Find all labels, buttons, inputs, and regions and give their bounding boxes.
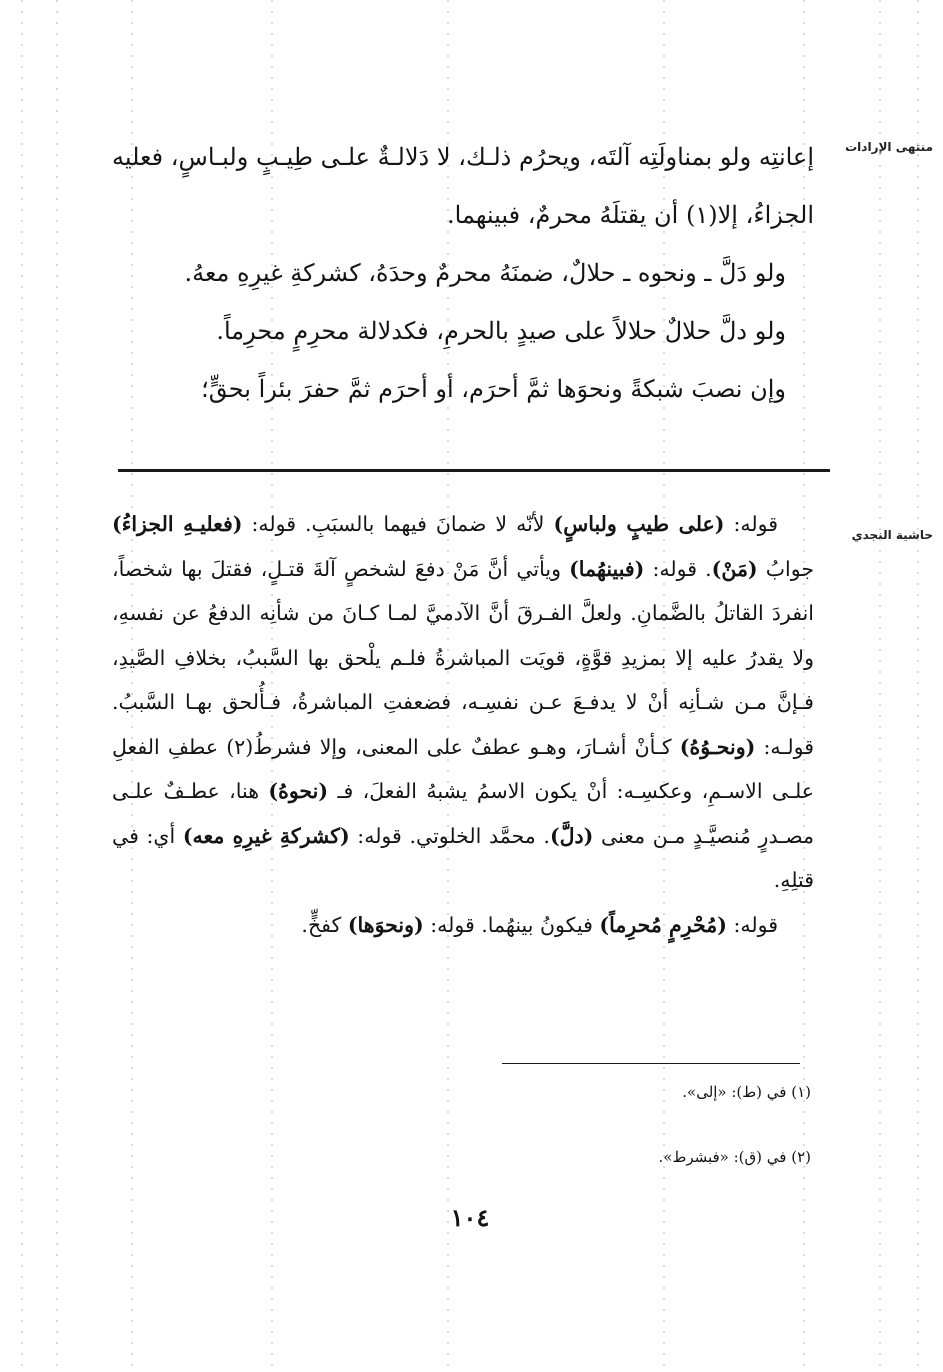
- commentary-lemma: (على طيبٍ ولباسٍ): [553, 512, 725, 536]
- commentary-text: فيكونُ بينهُما. قوله:: [423, 912, 600, 937]
- main-paragraph-1: إعانتِه ولو بمناولَتِه آلتَه، ويحرُم ذلـك، لا دَلالـةٌ علـى طِيـبٍ ولبـاسٍ، فعليه الجزاءُ، إلا(١) أن يقتلَهُ محرمٌ، فبينهما.: [112, 143, 814, 229]
- main-commentary-divider: [118, 469, 830, 472]
- commentary-text: قوله:: [726, 912, 778, 937]
- commentary-text: ويأتي أنَّ مَنْ دفعَ لشخصٍ آلةَ قتـلٍ، فقتلَ بها شخصاً، انفردَ القاتلُ بالضَّمانِ. ولعلَّ الفـرقَ أنَّ الآدميَّ لمـا كـانَ من شأنِه الدفعُ عن نفسهِ، ولا يقدرُ عليه إلا بمزيدِ قوَّةٍ، قويَت المباشرةُ فلـم يلْحق بها السَّببُ، بخلافِ الصَّيدِ، فـإنَّ مـن شـأنِه أنْ لا يدفـعَ عـن نفسِـه، فضعفتِ المباشرةُ، فـأُلحق بهـا السَّببُ. قولـه:: [112, 556, 814, 759]
- commentary-text: أي: في قتلِهِ.: [112, 823, 814, 892]
- main-paragraph-4: وإن نصبَ شبكةً ونحوَها ثمَّ أحرَم، أو أحرَم ثمَّ حفرَ بئراً بحقٍّ؛: [201, 375, 786, 403]
- commentary-text: . محمَّد الخلوتي. قوله:: [349, 823, 550, 848]
- commentary-lemma: (مُحْرِمٍ مُحرِماً): [599, 912, 727, 937]
- commentary-lemma: (فبينهُما): [569, 556, 645, 581]
- commentary-lemma: (نحوهُ): [268, 779, 329, 803]
- commentary-text: قوله:: [724, 512, 779, 536]
- commentary-text: . قوله:: [644, 556, 712, 581]
- commentary-block: [112, 502, 814, 947]
- commentary-paragraph-2: [112, 903, 814, 948]
- footnote-1: (١) في (ط): «إلى».: [682, 1083, 811, 1101]
- commentary-lemma: (مَنْ): [711, 556, 758, 581]
- commentary-lemma: (ونحـوُهُ): [679, 734, 756, 759]
- commentary-text: جوابُ: [757, 556, 814, 581]
- footnote-divider: [502, 1063, 800, 1064]
- commentary-text: هنا، عطـفٌ علـى مصـدرٍ مُنصيَّـدٍ مـن معنى: [112, 779, 814, 848]
- commentary-paragraph-1: [112, 502, 814, 903]
- main-paragraph-3: ولو دلَّ حلالٌ حلالاً على صيدٍ بالحرمِ، فكدلالة محرِمٍ محرِماً.: [216, 317, 786, 345]
- margin-label-main-source: منتهى الإرادات: [845, 140, 933, 154]
- commentary-lemma: (ونحوَها): [347, 912, 424, 937]
- commentary-lemma: (دلَّ): [549, 823, 594, 848]
- commentary-lemma: (فعليـهِ الجزاءُ): [112, 512, 243, 536]
- commentary-text: لأنّه لا ضمانَ فيهما بالسبَبِ. قوله:: [242, 512, 554, 536]
- main-text-block: [112, 128, 814, 418]
- page-number: ١٠٤: [450, 1203, 490, 1232]
- main-paragraph-2: ولو دَلَّ ـ ونحوه ـ حلالٌ، ضمنَهُ محرمٌ وحدَهُ، كشركةِ غيرِهِ معهُ.: [184, 259, 786, 287]
- footnote-2: (٢) في (ق): «فبشرط».: [658, 1148, 811, 1166]
- margin-label-commentary-source: حاشية النجدي: [851, 528, 933, 542]
- commentary-text: كـأنْ أشـارَ، وهـو عطفٌ على المعنى، وإلا فشرطُ(٢) عطفِ الفعلِ علـى الاسـمِ، وعكسِـه: أنْ يكون الاسمُ يشبهُ الفعلَ، فـ: [112, 734, 814, 803]
- commentary-text: كفخٍّ.: [301, 912, 348, 937]
- commentary-lemma: (كشركةِ غيرِهِ معه): [182, 823, 350, 848]
